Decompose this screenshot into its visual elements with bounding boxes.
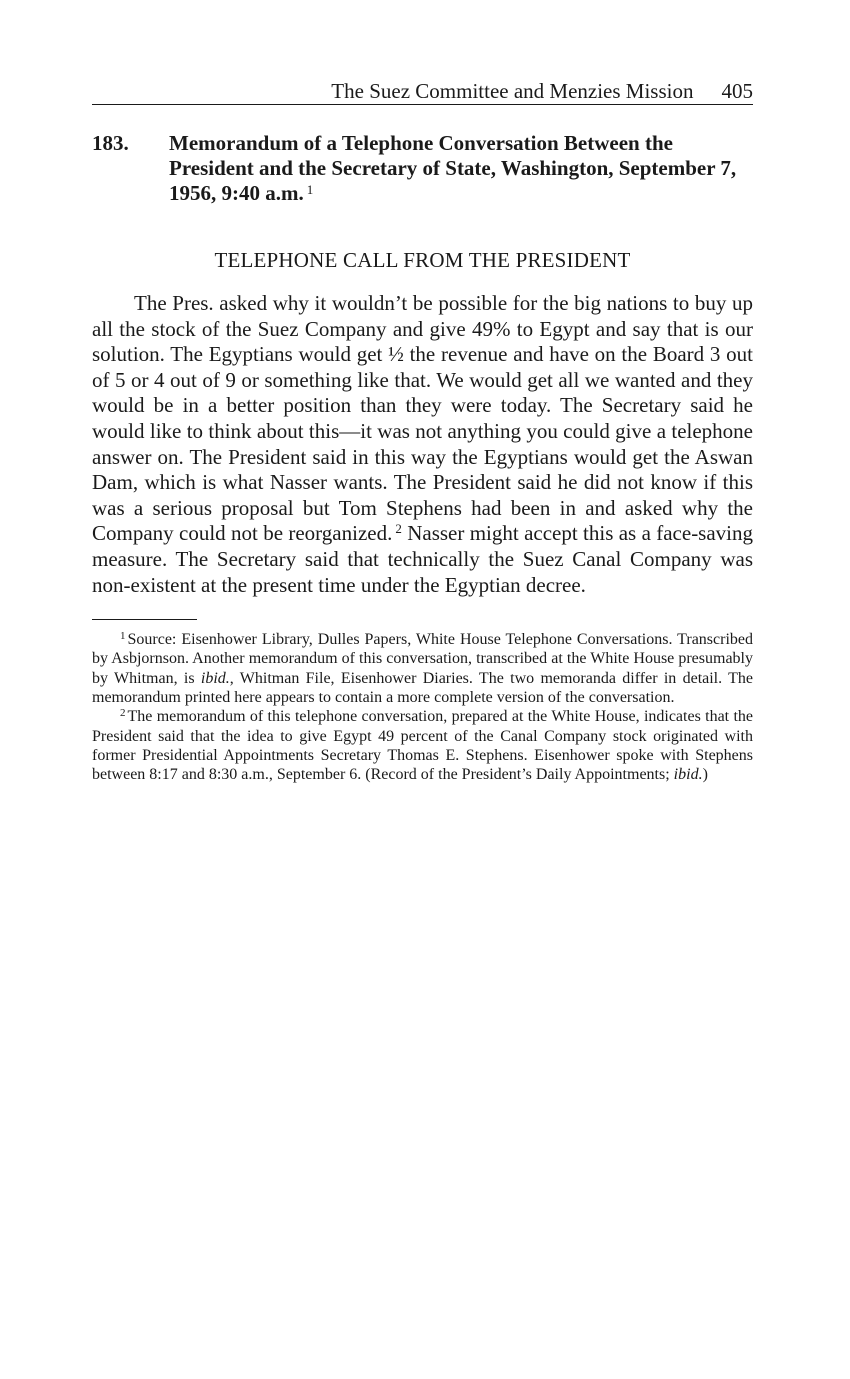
footnote-2-mark: 2 — [120, 707, 126, 720]
section-heading: TELEPHONE CALL FROM THE PRESIDENT — [214, 248, 631, 272]
document-page — [92, 78, 753, 785]
footnote-2 — [92, 707, 753, 784]
running-head-title: The Suez Committee and Menzies Mission — [331, 79, 694, 103]
footnote-2-ibid: ibid. — [673, 766, 703, 784]
footnote-divider — [92, 619, 197, 620]
footnote-ref-1: 1 — [306, 182, 314, 197]
document-title-block — [169, 131, 753, 206]
document-number: 183. — [92, 131, 129, 155]
footnote-1 — [92, 630, 753, 707]
body-text-part1: The Pres. asked why it wouldn’t be possible for the big nations to buy up all the stock of the Suez Company and give 49% to Egypt and say that is our solution. The Egyptians would get ½ the revenue and have on the Board 3 out of 5 or 4 out of 9 or something like that. We would get all we wanted and they would be in a better position than they were today. The Secretary said he would like to think about this—it was not anything you could give a telephone answer on. The President said in this way the Egyptians would get the Aswan Dam, which is what Nasser wants. The President said he did not know if this was a serious proposal but Tom Stephens had been in and asked why the Company could not be reorganized. — [92, 291, 753, 546]
footnote-2-text-a: The memorandum of this telephone conversation, prepared at the White House, indicates that the President said that the idea to give Egypt 49 percent of the Canal Company stock originated with former Presidential Appointments Secretary Thomas E. Stephens. Eisenhower spoke with Stephens between 8:17 and 8:30 a.m., September 6. (Record of the President’s Daily Appointments; — [92, 708, 753, 784]
document-heading — [92, 131, 753, 206]
body-text-part2: Nasser might accept this as a face-saving measure. The Secretary said that technically the Suez Canal Company was non-existent at the present time under the Egyptian decree. — [92, 521, 754, 597]
body-paragraph — [92, 291, 753, 598]
footnote-1-mark: 1 — [120, 630, 126, 643]
page-number: 405 — [721, 79, 753, 103]
footnote-1-ibid: ibid. — [200, 669, 230, 687]
footnote-1-text-a: Source: Eisenhower Library, Dulles Papers, White House Telephone Conversations. Transcribed by Asbjornson. Another memorandum of this conversation, transcribed at the White House presumably by Whitman, is — [92, 631, 753, 687]
footnote-1-text-b: , Whitman File, Eisenhower Diaries. The two memoranda differ in detail. The memorandum printed here appears to contain a more complete version of the conversation. — [92, 669, 754, 707]
footnotes — [92, 630, 753, 784]
footnote-ref-2: 2 — [395, 521, 402, 537]
running-head — [92, 78, 753, 105]
document-title: Memorandum of a Telephone Conversation Between the President and the Secretary of State, Washington, September 7, 1956, 9:40 a.m. — [169, 131, 737, 205]
footnote-2-text-b: ) — [702, 766, 708, 784]
